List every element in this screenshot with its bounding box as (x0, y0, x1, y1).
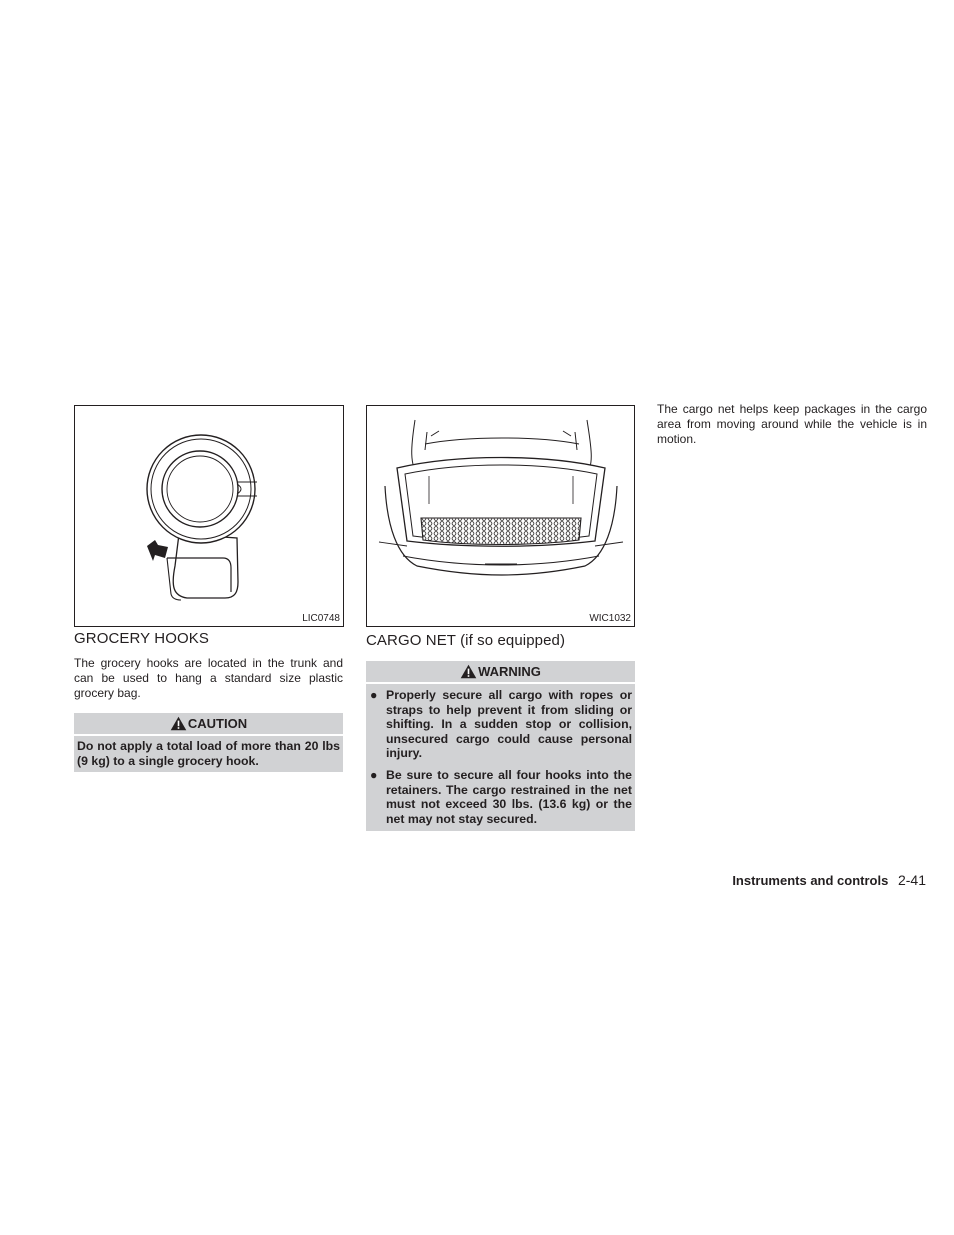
warning-triangle-icon (460, 664, 477, 679)
caution-label: CAUTION (187, 716, 248, 731)
figure-code: WIC1032 (589, 613, 631, 624)
bullet-icon: ● (370, 767, 378, 782)
cargo-net-description: The cargo net helps keep packages in the cargo area from moving around while the vehicle is in motion. (657, 402, 927, 446)
page-number: 2-41 (897, 872, 926, 888)
grocery-hook-illustration (75, 406, 343, 626)
warning-box (366, 661, 635, 831)
warning-item-text: Be sure to secure all four hooks into the retainers. The cargo restrained in the net must not exceed 30 lbs. (13.6 kg) or the net may not stay secured. (386, 767, 632, 826)
warning-list (369, 688, 632, 826)
warning-triangle-icon (170, 716, 187, 731)
warning-header (366, 661, 635, 684)
cargo-net-illustration (367, 406, 634, 626)
grocery-hook-figure (74, 405, 344, 627)
warning-item (369, 688, 632, 761)
warning-item-text: Properly secure all cargo with ropes or straps to help prevent it from sliding or shifting. In a sudden stop or collision, unsecured cargo could cause personal injury. (386, 688, 632, 761)
warning-label: WARNING (478, 664, 541, 679)
footer-section-title: Instruments and controls (732, 873, 889, 888)
grocery-hooks-description: The grocery hooks are located in the trunk and can be used to hang a standard size plastic grocery bag. (74, 656, 343, 700)
section-heading-cargo-net: CARGO NET (if so equipped) (366, 632, 566, 649)
cargo-net-figure (366, 405, 635, 627)
section-heading-grocery-hooks: GROCERY HOOKS (74, 630, 209, 647)
warning-body (366, 684, 635, 826)
warning-item (369, 768, 632, 826)
caution-header (74, 713, 343, 736)
caution-box (74, 713, 343, 772)
caution-text: Do not apply a total load of more than 20 lbs (9 kg) to a single grocery hook. (77, 739, 340, 768)
bullet-icon: ● (370, 688, 378, 702)
page-footer (732, 872, 926, 888)
figure-code: LIC0748 (302, 613, 340, 624)
